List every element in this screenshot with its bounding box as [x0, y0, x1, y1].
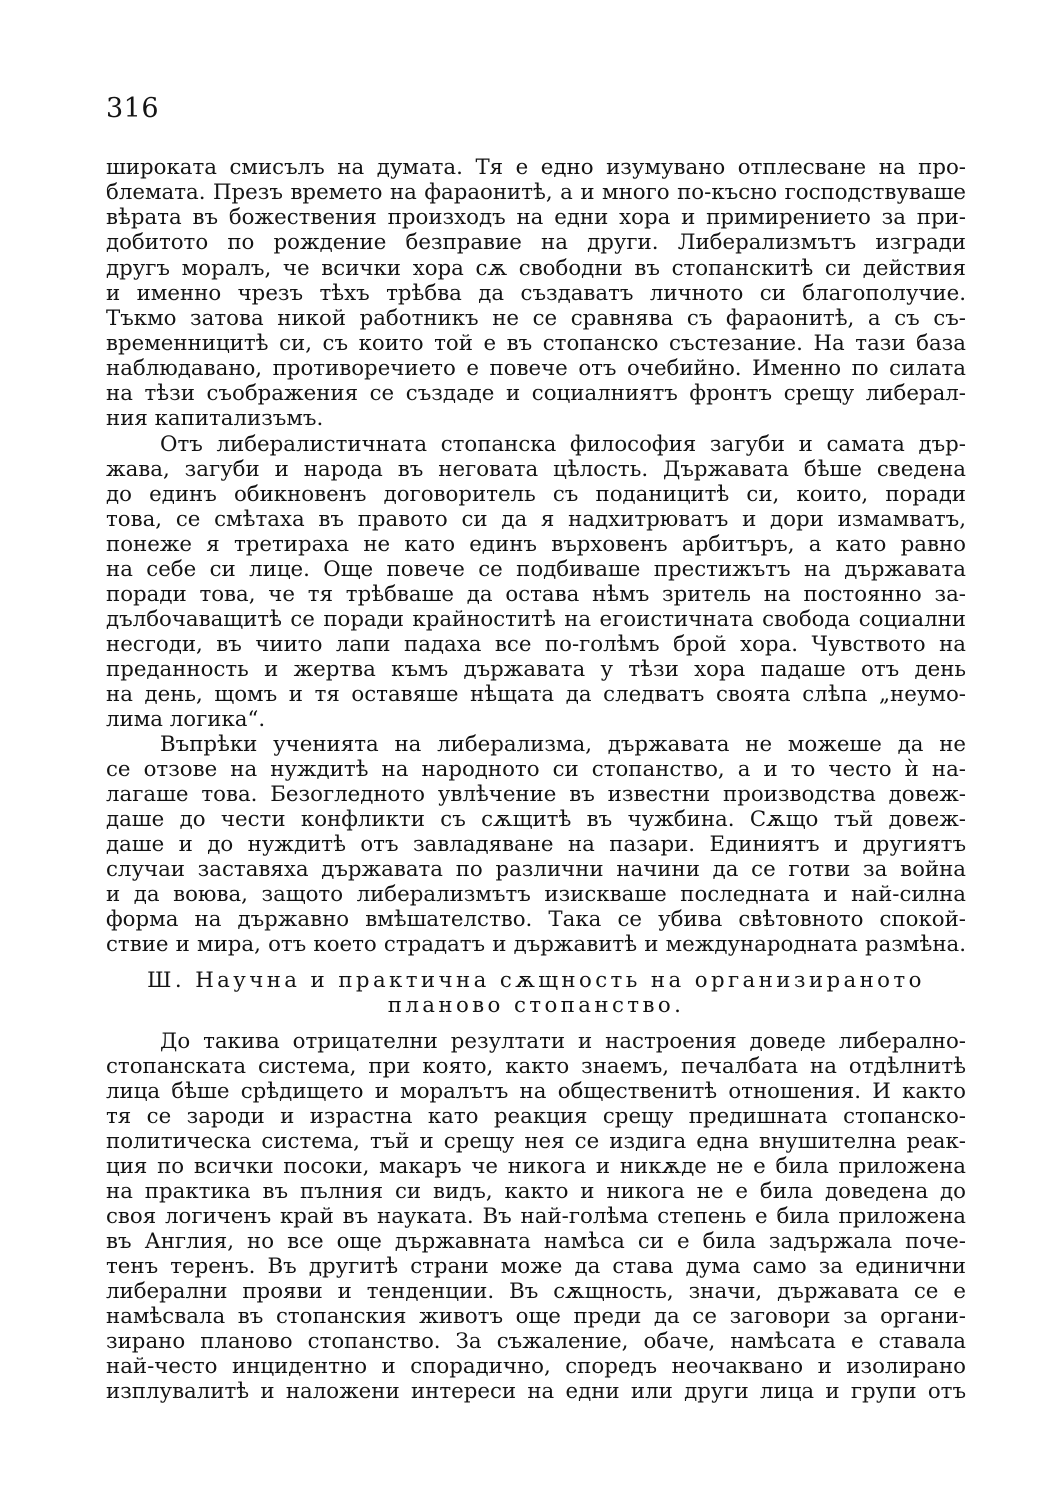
- text-line: въ Англия, но все още държавната намѣса си е била задържала поче-: [106, 1229, 966, 1254]
- section-heading: Ш. Научна и практична сѫщность на организираното: [147, 968, 925, 993]
- text-line: добитото по рождение безправие на други. Либерализмътъ изгради: [106, 230, 966, 255]
- page-number: 316: [106, 93, 160, 124]
- text-line: широката смисълъ на думата. Тя е едно изумувано отплесване на про-: [106, 155, 966, 180]
- text-line: лима логика“.: [106, 707, 266, 732]
- text-line: зирано планово стопанство. За съжаление, обаче, намѣсата е ставала: [106, 1329, 966, 1354]
- text-line: либерални прояви и тенденции. Въ сѫщность, значи, държавата се е: [106, 1279, 966, 1304]
- text-line: наблюдавано, противоречието е повече отъ очебийно. Именно по силата: [106, 356, 966, 381]
- text-line: намѣсвала въ стопанския животъ още преди да се заговори за органи-: [106, 1304, 966, 1329]
- text-line: понеже я третираха не като единъ върховенъ арбитъръ, а като равно: [106, 532, 966, 557]
- text-line: ствие и мира, отъ което страдатъ и държавитѣ и международната размѣна.: [106, 932, 966, 957]
- text-line: лица бѣше срѣдището и моралътъ на общественитѣ отношения. И както: [106, 1079, 966, 1104]
- text-line: и именно чрезъ тѣхъ трѣбва да създаватъ личното си благополучие.: [106, 281, 966, 306]
- text-line: Тъкмо затова никой работникъ не се сравнява съ фараонитѣ, а съ съ-: [106, 306, 966, 331]
- text-line: даше до чести конфликти съ сѫщитѣ въ чужбина. Сѫщо тъй довеж-: [106, 807, 966, 832]
- text-line: ция по всички посоки, макаръ че никога и никѫде не е била приложена: [106, 1154, 966, 1179]
- text-line: тенъ теренъ. Въ другитѣ страни може да става дума само за единични: [106, 1254, 966, 1279]
- text-line: До такива отрицателни резултати и настроения доведе либерално-: [160, 1029, 966, 1054]
- text-line: дълбочаващитѣ се поради крайноститѣ на егоистичната свобода социални: [106, 607, 966, 632]
- text-line: това, се смѣтаха въ правото си да я надхитрюватъ и дори измамватъ,: [106, 507, 966, 532]
- text-line: на тѣзи съображения се създаде и социалниятъ фронтъ срещу либерал-: [106, 381, 966, 406]
- text-line: стопанската система, при която, както знаемъ, печалбата на отдѣлнитѣ: [106, 1054, 966, 1079]
- text-line: до единъ обикновенъ договоритель съ поданицитѣ си, които, поради: [106, 482, 966, 507]
- text-line: блемата. Презъ времето на фараонитѣ, а и много по-късно господствуваше: [106, 180, 966, 205]
- text-line: вѣрата въ божествения произходъ на едни хора и примирението за при-: [106, 205, 966, 230]
- text-line: и да воюва, защото либерализмътъ изискваше последната и най-силна: [106, 882, 966, 907]
- text-line: Въпрѣки ученията на либерализма, държавата не можеше да не: [160, 732, 966, 757]
- text-line: лагаше това. Безогледното увлѣчение въ известни производства довеж-: [106, 782, 966, 807]
- text-line: своя логиченъ край въ науката. Въ най-голѣма степень е била приложена: [106, 1204, 966, 1229]
- text-line: политическа система, тъй и срещу нея се издига една внушителна реак-: [106, 1129, 966, 1154]
- text-line: временницитѣ си, съ които той е въ стопанско състезание. На тази база: [106, 331, 966, 356]
- text-line: форма на държавно вмѣшателство. Така се убива свѣтовното спокой-: [106, 907, 966, 932]
- text-line: ния капитализъмъ.: [106, 406, 324, 431]
- text-line: даше и до нуждитѣ отъ завладяване на пазари. Единиятъ и другиятъ: [106, 832, 966, 857]
- text-line: преданность и жертва къмъ държавата у тѣзи хора падаше отъ день: [106, 657, 966, 682]
- section-heading: планово стопанство.: [387, 993, 685, 1018]
- text-line: тя се зароди и израстна като реакция срещу предишната стопанско-: [106, 1104, 966, 1129]
- text-line: несгоди, въ чиито лапи падаха все по-голѣмъ брой хора. Чувството на: [106, 632, 966, 657]
- text-line: на практика въ пълния си видъ, както и никога не е била доведена до: [106, 1179, 966, 1204]
- text-line: на себе си лице. Още повече се подбиваше престижътъ на държавата: [106, 557, 966, 582]
- text-line: другъ моралъ, че всички хора сѫ свободни въ стопанскитѣ си действия: [106, 256, 966, 281]
- text-line: най-често инцидентно и спорадично, споредъ неочаквано и изолирано: [106, 1354, 966, 1379]
- text-line: се отзове на нуждитѣ на народното си стопанство, а и то често ѝ на-: [106, 757, 966, 782]
- text-line: изплувалитѣ и наложени интереси на едни или други лица и групи отъ: [106, 1379, 966, 1404]
- text-line: на день, щомъ и тя оставяше нѣщата да следватъ своята слѣпа „неумо-: [106, 682, 966, 707]
- text-line: Отъ либералистичната стопанска философия загуби и самата дър-: [160, 432, 966, 457]
- text-line: поради това, че тя трѣбваше да остава нѣмъ зритель на постоянно за-: [106, 582, 966, 607]
- text-line: жава, загуби и народа въ неговата цѣлость. Държавата бѣше сведена: [106, 457, 966, 482]
- text-line: случаи заставяха държавата по различни начини да се готви за война: [106, 857, 966, 882]
